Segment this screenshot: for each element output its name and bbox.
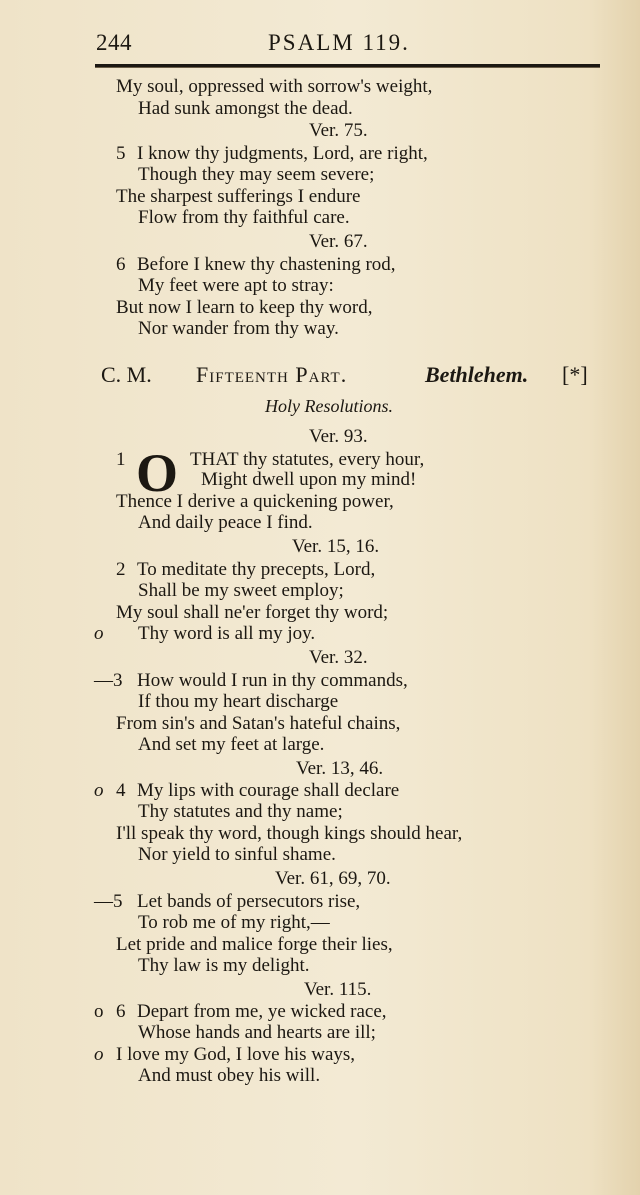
tune-name: Bethlehem.: [425, 362, 529, 387]
verse-reference: Ver. 15, 16.: [292, 536, 380, 557]
verse-line: Whose hands and hearts are ill;: [138, 1022, 376, 1043]
stanza-number: 2: [116, 559, 126, 580]
running-title: PSALM 119.: [268, 30, 410, 55]
verse-line: Shall be my sweet employ;: [138, 580, 344, 601]
stanza-number: 1: [116, 449, 126, 470]
meter-label: C. M.: [101, 362, 152, 387]
drop-cap: O: [136, 443, 179, 503]
part-subtitle: Holy Resolutions.: [265, 396, 393, 416]
verse-line: How would I run in thy commands,: [137, 670, 408, 691]
verse-line: Thy word is all my joy.: [138, 623, 316, 644]
verse-line: My lips with courage shall declare: [137, 780, 400, 801]
stanza-number: 4: [116, 780, 126, 801]
verse-line: Thence I derive a quickening power,: [116, 491, 394, 512]
stanza-number: 6: [116, 1001, 126, 1022]
stanza-number: 5: [116, 143, 126, 164]
verse-line: My soul shall ne'er forget thy word;: [116, 602, 389, 623]
verse-line: I know thy judgments, Lord, are right,: [137, 143, 428, 164]
performance-mark: o: [94, 623, 104, 644]
verse-line: And set my feet at large.: [138, 734, 325, 755]
verse-line: I love my God, I love his ways,: [116, 1044, 356, 1065]
verse-line: And must obey his will.: [138, 1065, 321, 1086]
verse-line: Nor wander from thy way.: [138, 318, 339, 339]
verse-line: Flow from thy faithful care.: [138, 207, 350, 228]
verse-reference: Ver. 67.: [309, 231, 368, 252]
verse-line: From sin's and Satan's hateful chains,: [116, 713, 401, 734]
verse-line: Depart from me, ye wicked race,: [137, 1001, 387, 1022]
performance-mark: o: [94, 1044, 104, 1065]
tune-mark: [*]: [562, 362, 588, 387]
performance-mark: o: [94, 780, 104, 801]
verse-line: Let pride and malice forge their lies,: [116, 934, 393, 955]
part-heading: [0, 362, 640, 390]
verse-reference: Ver. 13, 46.: [296, 758, 384, 779]
verse-reference: Ver. 93.: [309, 426, 368, 447]
verse-line: THAT thy statutes, every hour,: [190, 449, 425, 470]
verse-line: Though they may seem severe;: [138, 164, 375, 185]
verse-line: To rob me of my right,—: [138, 912, 330, 933]
stanza-number: —5: [94, 891, 123, 912]
performance-mark: o: [94, 1001, 104, 1022]
verse-reference: Ver. 115.: [304, 979, 372, 1000]
stanza-number: 6: [116, 254, 126, 275]
verse-line: Had sunk amongst the dead.: [138, 98, 353, 119]
stanza-number: —3: [94, 670, 123, 691]
part-title: Fifteenth Part.: [196, 362, 348, 387]
running-header: [0, 30, 640, 64]
verse-reference: Ver. 75.: [309, 120, 368, 141]
verse-line: Let bands of persecutors rise,: [137, 891, 361, 912]
verse-line: But now I learn to keep thy word,: [116, 297, 373, 318]
verse-line: And daily peace I find.: [138, 512, 313, 533]
verse-line: Might dwell upon my mind!: [201, 469, 417, 490]
verse-line: Thy statutes and thy name;: [138, 801, 343, 822]
verse-line: I'll speak thy word, though kings should hear,: [116, 823, 463, 844]
verse-reference: Ver. 32.: [309, 647, 368, 668]
verse-line: Before I knew thy chastening rod,: [137, 254, 396, 275]
verse-line: The sharpest sufferings I endure: [116, 186, 361, 207]
verse-line: If thou my heart discharge: [138, 691, 339, 712]
header-rule: [95, 64, 600, 68]
page-number: 244: [96, 30, 132, 55]
verse-line: My soul, oppressed with sorrow's weight,: [116, 76, 433, 97]
verse-line: My feet were apt to stray:: [138, 275, 334, 296]
verse-reference: Ver. 61, 69, 70.: [275, 868, 391, 889]
verse-line: Thy law is my delight.: [138, 955, 310, 976]
verse-line: To meditate thy precepts, Lord,: [137, 559, 376, 580]
verse-line: Nor yield to sinful shame.: [138, 844, 336, 865]
